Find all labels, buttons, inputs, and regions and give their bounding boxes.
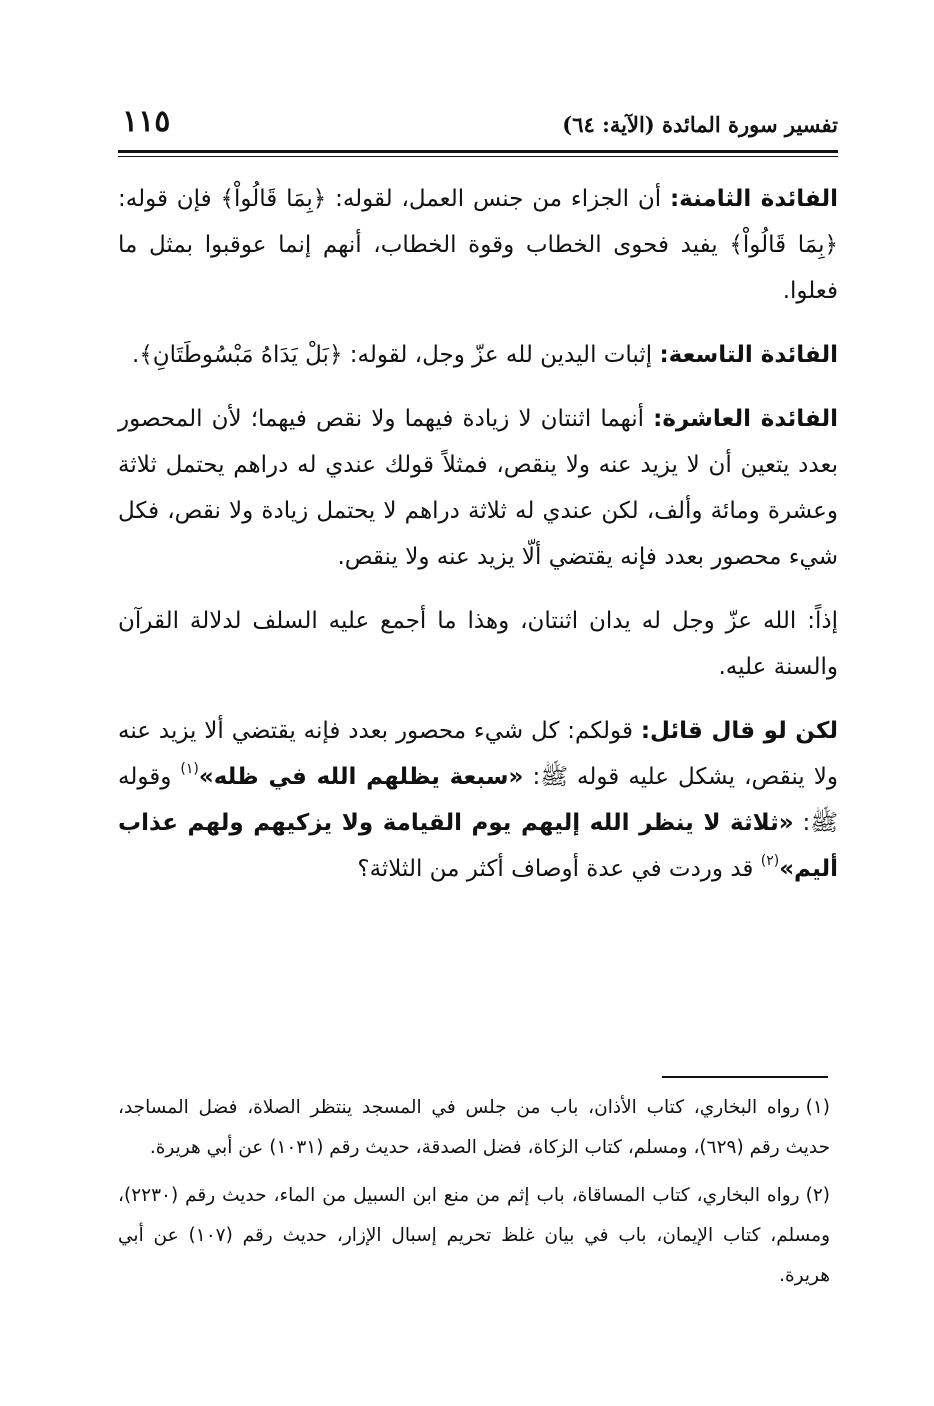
footnote-reference[interactable]: (٢) bbox=[760, 853, 780, 870]
footnote-text: رواه البخاري، كتاب الأذان، باب من جلس في المسجد ينتظر الصلاة، فضل المساجد، حديث رقم (٦٢٩)، ومسلم، كتاب الزكاة، فضل الصدقة، حديث رقم (١٠٣١) عن أبي هريرة. bbox=[118, 1097, 830, 1158]
paragraph-text: أن الجزاء من جنس العمل، لقوله: bbox=[326, 186, 670, 212]
paragraph-text: إذاً: الله عزّ وجل له يدان اثنتان، وهذا ما أجمع عليه السلف لدلالة القرآن والسنة عليه. bbox=[118, 608, 838, 680]
quran-quote: ﴿بِمَا قَالُواْ﴾ bbox=[729, 232, 838, 258]
footnote-separator bbox=[662, 1076, 828, 1078]
paragraph-text: قولكم: كل شيء محصور بعدد فإنه يقتضي ألا يزيد عنه ولا ينقص، يشكل عليه قوله ﷺ: bbox=[118, 718, 838, 790]
paragraph-text: يفيد فحوى الخطاب وقوة الخطاب، أنهم إنما عوقبوا بمثل ما فعلوا. bbox=[118, 232, 838, 304]
paragraph-heading: لكن لو قال قائل: bbox=[640, 718, 838, 744]
main-text bbox=[118, 176, 838, 910]
paragraph-benefit-ten bbox=[118, 396, 838, 580]
footnote-item bbox=[118, 1088, 830, 1168]
page-number: ١١٥ bbox=[122, 104, 171, 139]
paragraph-heading: الفائدة العاشرة: bbox=[653, 406, 838, 432]
paragraph-heading: الفائدة الثامنة: bbox=[669, 186, 838, 212]
paragraph-objection bbox=[118, 708, 838, 892]
paragraph-text: . bbox=[132, 342, 140, 368]
paragraph-conclusion bbox=[118, 598, 838, 690]
footnote-text: رواه البخاري، كتاب المساقاة، باب إثم من منع ابن السبيل من الماء، حديث رقم (٢٢٣٠)، ومسلم، كتاب الإيمان، باب في بيان غلظ تحريم إسبال الإزار، حديث رقم (١٠٧) عن أبي هريرة. bbox=[118, 1185, 831, 1286]
paragraph-text: قد وردت في عدة أوصاف أكثر من الثلاثة؟ bbox=[357, 856, 761, 882]
page-header bbox=[118, 104, 838, 148]
paragraph-benefit-nine bbox=[118, 332, 838, 378]
paragraph-heading: الفائدة التاسعة: bbox=[659, 342, 838, 368]
footnote-number: (٢) bbox=[805, 1185, 830, 1206]
hadith-quote: «ثلاثة لا ينظر الله إليهم يوم القيامة ولا يزكيهم ولهم عذاب أليم» bbox=[118, 810, 838, 882]
paragraph-text: إثبات اليدين لله عزّ وجل، لقوله: bbox=[342, 342, 660, 368]
header-rule-thick bbox=[118, 150, 838, 153]
footnote-reference[interactable]: (١) bbox=[180, 761, 199, 778]
quran-quote: ﴿بَلْ يَدَاهُ مَبْسُوطَتَانِ﴾ bbox=[139, 342, 343, 368]
paragraph-benefit-eight bbox=[118, 176, 838, 314]
paragraph-text: فإن قوله: bbox=[118, 186, 221, 212]
quran-quote: ﴿بِمَا قَالُواْ﴾ bbox=[220, 186, 327, 212]
paragraph-text: أنهما اثنتان لا زيادة فيهما ولا نقص فيهما؛ لأن المحصور بعدد يتعين أن لا يزيد عنه ولا ينقص، فمثلاً قولك عندي له دراهم يحتمل ثلاثة وعشرة ومائة وألف، لكن عندي له ثلاثة دراهم لا يحتمل زيادة ولا نقص، فكل شيء محصور بعدد فإنه يقتضي ألّا يزيد عنه ولا ينقص. bbox=[118, 406, 838, 570]
running-title: تفسير سورة المائدة (الآية: ٦٤) bbox=[562, 112, 838, 137]
footnotes bbox=[118, 1088, 830, 1304]
footnote-item bbox=[118, 1176, 830, 1296]
paragraph-text: وقوله ﷺ: bbox=[118, 764, 838, 836]
hadith-quote: «سبعة يظلهم الله في ظله» bbox=[198, 764, 524, 790]
header-rule-thin bbox=[118, 156, 838, 157]
footnote-number: (١) bbox=[805, 1097, 830, 1118]
